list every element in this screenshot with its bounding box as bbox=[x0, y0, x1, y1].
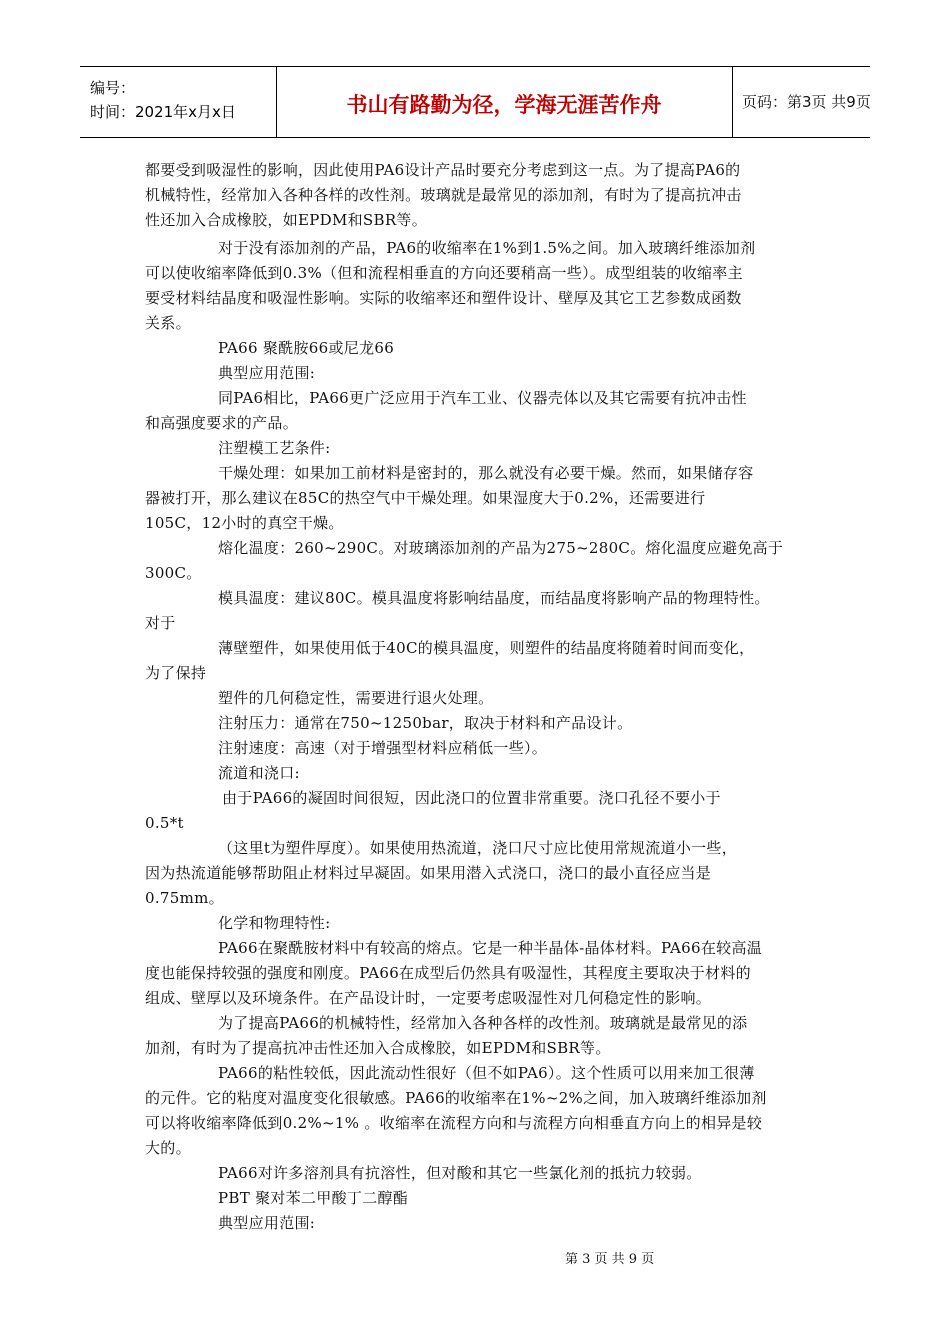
document-code-label: 编号： bbox=[90, 79, 136, 97]
section-heading: PA66 聚酰胺66或尼龙66 bbox=[218, 339, 395, 357]
text-line: 都要受到吸湿性的影响，因此使用PA6设计产品时要充分考虑到这一点。为了提高PA6的 bbox=[145, 161, 741, 179]
page-header bbox=[80, 66, 870, 138]
text-line: 0.5*t bbox=[145, 814, 184, 832]
text-line: PA66在聚酰胺材料中有较高的熔点。它是一种半晶体-晶体材料。PA66在较高温 bbox=[218, 939, 763, 957]
text-line: 大的。 bbox=[145, 1139, 191, 1157]
text-line: 模具温度：建议80C。模具温度将影响结晶度，而结晶度将影响产品的物理特性。 bbox=[218, 589, 770, 607]
text-line: （这里t为塑件厚度）。如果使用热流道，浇口尺寸应比使用常规流道小一些， bbox=[218, 839, 738, 857]
text-line: 干燥处理：如果加工前材料是密封的，那么就没有必要干燥。然而，如果储存容 bbox=[218, 464, 754, 482]
text-line: 同PA6相比，PA66更广泛应用于汽车工业、仪器壳体以及其它需要有抗冲击性 bbox=[218, 389, 747, 407]
text-line: 0.75mm。 bbox=[145, 889, 224, 907]
text-line: 关系。 bbox=[145, 314, 191, 332]
text-line: 注射速度：高速（对于增强型材料应稍低一些）。 bbox=[218, 739, 548, 757]
header-motto-cell bbox=[276, 67, 733, 137]
text-line: 器被打开，那么建议在85C的热空气中干燥处理。如果湿度大于0.2%，还需要进行 bbox=[145, 489, 706, 507]
text-line: 可以使收缩率降低到0.3%（但和流程相垂直的方向还要稍高一些）。成型组装的收缩率主 bbox=[145, 264, 743, 282]
text-line: 为了提高PA66的机械特性，经常加入各种各样的改性剂。玻璃就是最常见的添 bbox=[218, 1014, 748, 1032]
text-line: 注射压力：通常在750~1250bar，取决于材料和产品设计。 bbox=[218, 714, 633, 732]
text-line: 组成、壁厚以及环境条件。在产品设计时，一定要考虑吸湿性对几何稳定性的影响。 bbox=[145, 989, 712, 1007]
text-line: 性还加入合成橡胶，如EPDM和SBR等。 bbox=[145, 211, 428, 229]
section-heading: PBT 聚对苯二甲酸丁二醇酯 bbox=[218, 1189, 409, 1207]
text-line: PA66的粘性较低，因此流动性很好（但不如PA6）。这个性质可以用来加工很薄 bbox=[218, 1064, 755, 1082]
text-line: 由于PA66的凝固时间很短，因此浇口的位置非常重要。浇口孔径不要小于 bbox=[222, 789, 721, 807]
page-footer: 第 3 页 共 9 页 bbox=[565, 1252, 655, 1267]
text-line: 105C，12小时的真空干燥。 bbox=[145, 514, 344, 532]
text-line: PA66对许多溶剂具有抗溶性，但对酸和其它一些氯化剂的抵抗力较弱。 bbox=[218, 1164, 702, 1182]
text-line: 机械特性，经常加入各种各样的改性剂。玻璃就是最常见的添加剂，有时为了提高抗冲击 bbox=[145, 186, 742, 204]
text-line: 可以将收缩率降低到0.2%~1% 。收缩率在流程方向和与流程方向相垂直方向上的相异是较 bbox=[145, 1114, 763, 1132]
text-line: 的元件。它的粘度对温度变化很敏感。PA66的收缩率在1%~2%之间，加入玻璃纤维添加剂 bbox=[145, 1089, 767, 1107]
text-line: 因为热流道能够帮助阻止材料过早凝固。如果用潜入式浇口，浇口的最小直径应当是 bbox=[145, 864, 712, 882]
text-line: 度也能保持较强的强度和刚度。PA66在成型后仍然具有吸湿性，其程度主要取决于材料的 bbox=[145, 964, 751, 982]
header-page-cell bbox=[732, 67, 870, 137]
header-page-number: 页码：第3页 共9页 bbox=[742, 93, 871, 111]
text-line: 为了保持 bbox=[145, 664, 207, 682]
subheading: 典型应用范围: bbox=[218, 364, 316, 382]
header-left-cell bbox=[80, 67, 277, 137]
text-line: 塑件的几何稳定性，需要进行退火处理。 bbox=[218, 689, 494, 707]
header-motto: 书山有路勤为径，学海无涯苦作舟 bbox=[346, 93, 662, 117]
subheading: 流道和浇口: bbox=[218, 764, 300, 782]
subheading: 注塑模工艺条件: bbox=[218, 439, 331, 457]
text-line: 300C。 bbox=[145, 564, 202, 582]
text-line: 加剂，有时为了提高抗冲击性还加入合成橡胶，如EPDM和SBR等。 bbox=[145, 1039, 611, 1057]
text-line: 对于 bbox=[145, 614, 176, 632]
subheading: 化学和物理特性: bbox=[218, 914, 331, 932]
text-line: 对于没有添加剂的产品，PA6的收缩率在1%到1.5%之间。加入玻璃纤维添加剂 bbox=[218, 239, 756, 257]
document-date-label: 时间：2021年x月x日 bbox=[90, 103, 236, 121]
text-line: 熔化温度：260~290C。对玻璃添加剂的产品为275~280C。熔化温度应避免高于 bbox=[218, 539, 784, 557]
text-line: 要受材料结晶度和吸湿性影响。实际的收缩率还和塑件设计、壁厚及其它工艺参数成函数 bbox=[145, 289, 742, 307]
text-line: 和高强度要求的产品。 bbox=[145, 414, 299, 432]
subheading: 典型应用范围: bbox=[218, 1214, 316, 1232]
text-line: 薄壁塑件，如果使用低于40C的模具温度，则塑件的结晶度将随着时间而变化， bbox=[218, 639, 755, 657]
